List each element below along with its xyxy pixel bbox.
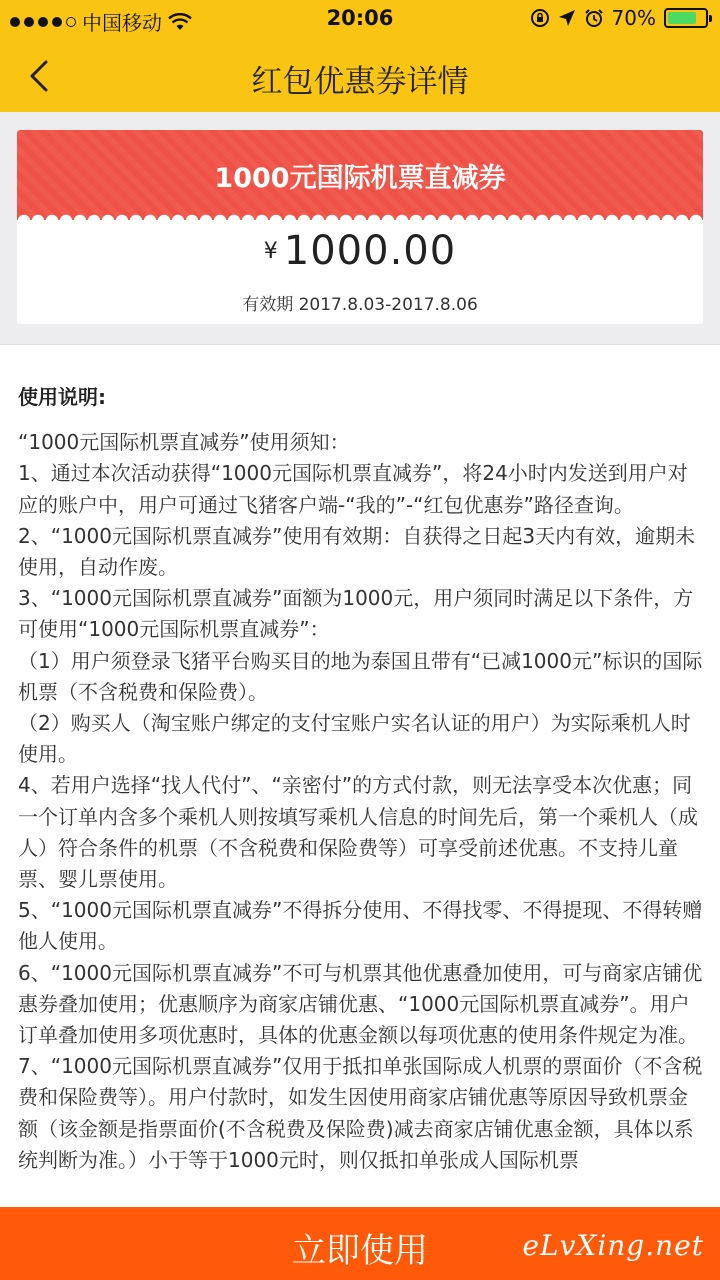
instruction-line: （2）购买人（淘宝账户绑定的支付宝账户实名认证的用户）为实际乘机人时使用。	[18, 711, 691, 767]
navigation-bar	[0, 40, 720, 112]
instruction-line: 3、“1000元国际机票直减券”面额为1000元，用户须同时满足以下条件，方可使用“1000元国际机票直减券”：	[18, 586, 694, 642]
instruction-line: 5、“1000元国际机票直减券”不得拆分使用、不得找零、不得提现、不得转赠他人使用。	[18, 898, 703, 954]
battery-icon	[664, 8, 708, 28]
status-bar	[0, 0, 720, 40]
instruction-line: 6、“1000元国际机票直减券”不可与机票其他优惠叠加使用，可与商家店铺优惠券叠加使用；优惠顺序为商家店铺优惠、“1000元国际机票直减券”。用户订单叠加使用多项优惠时，具体的优惠金额以每项优惠的使用条件规定为准。	[18, 960, 703, 1048]
usage-instructions	[18, 382, 704, 1176]
instruction-line: 1、通过本次活动获得“1000元国际机票直减券”，将24小时内发送到用户对应的账户中，用户可通过飞猪客户端-“我的”-“红包优惠券”路径查询。	[18, 461, 688, 517]
currency-symbol: ¥	[263, 239, 278, 264]
coupon-card	[17, 130, 703, 324]
status-time: 20:06	[326, 6, 394, 30]
use-now-label: 立即使用	[292, 1231, 428, 1271]
coupon-amount-row	[17, 228, 703, 274]
instruction-line: 7、“1000元国际机票直减券”仅用于抵扣单张国际成人机票的票面价（不含税费和保险费等）。用户付款时，如发生因使用商家店铺优惠等原因导致机票金额（该金额是指票面价(不含税费及保险费)减去商家店铺优惠金额，具体以系统判断为准。）小于等于1000元时，则仅抵扣单张成人国际机票	[18, 1054, 703, 1172]
instruction-line: 2、“1000元国际机票直减券”使用有效期：自获得之日起3天内有效，逾期未使用，自动作废。	[18, 523, 696, 580]
coupon-header	[17, 130, 703, 220]
carrier-label: 中国移动	[82, 11, 162, 35]
coupon-section	[0, 112, 720, 345]
instructions-heading: 使用说明:	[18, 385, 106, 409]
battery-percent: 70%	[611, 6, 656, 30]
coupon-amount: 1000.00	[283, 228, 457, 274]
watermark: eLvXing.net	[522, 1229, 704, 1262]
coupon-title: 1000元国际机票直减券	[214, 163, 506, 194]
rotation-lock-icon	[530, 8, 550, 28]
use-now-button[interactable]	[0, 1207, 720, 1280]
alarm-icon	[584, 8, 604, 28]
page-title: 红包优惠券详情	[251, 64, 469, 100]
instruction-line: 4、若用户选择“找人代付”、“亲密付”的方式付款，则无法享受本次优惠；同一个订单内含多个乘机人则按填写乘机人信息的时间先后，第一个乘机人（成人）符合条件的机票（不含税费和保险费等）可享受前述优惠。不支持儿童票、婴儿票使用。	[18, 773, 698, 892]
location-icon	[558, 9, 576, 27]
instruction-line: “1000元国际机票直减券”使用须知：	[18, 430, 350, 455]
scalloped-edge	[17, 211, 703, 221]
coupon-validity: 有效期 2017.8.03-2017.8.06	[242, 295, 478, 315]
instruction-line: （1）用户须登录飞猪平台购买目的地为泰国且带有“已减1000元”标识的国际机票（不含税费和保险费）。	[18, 648, 703, 704]
status-right	[530, 6, 708, 30]
